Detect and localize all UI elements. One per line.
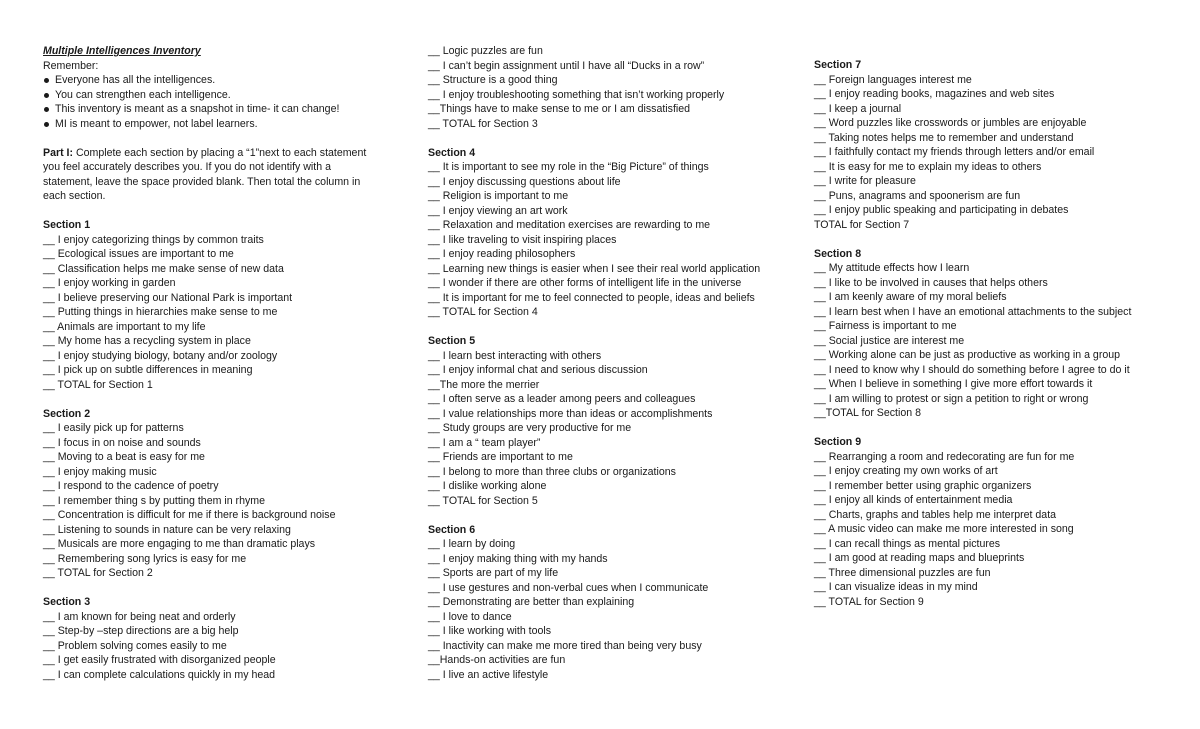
statement-item[interactable]: __ Musicals are more engaging to me than dramatic plays (43, 538, 316, 550)
section-3 (43, 595, 393, 682)
statement-item[interactable]: __ Logic puzzles are fun (428, 45, 543, 57)
statement-item[interactable]: __ I enjoy public speaking and participating in debates (814, 204, 1069, 216)
statement-item[interactable]: __ Friends are important to me (428, 451, 573, 463)
statement-item[interactable]: __ I enjoy troubleshooting something that isn’t working properly (428, 88, 725, 101)
section-total[interactable]: __ TOTAL for Section 3 (428, 117, 538, 130)
statement-item[interactable]: __ Study groups are very productive for me (428, 422, 632, 434)
statement-item[interactable]: __ Concentration is difficult for me if there is background noise (43, 509, 336, 521)
statement-item[interactable]: __ I enjoy reading philosophers (428, 248, 576, 260)
statement-item[interactable]: __The more the merrier (428, 378, 540, 391)
section-total[interactable]: __ TOTAL for Section 4 (428, 306, 538, 318)
statement-item[interactable]: __ Ecological issues are important to me (43, 248, 234, 260)
statement-item[interactable]: __ I enjoy creating my own works of art (814, 465, 998, 477)
statement-item[interactable]: __ I am good at reading maps and blueprints (814, 552, 1025, 564)
section-total[interactable]: TOTAL for Section 7 (814, 218, 910, 231)
section-title: Section 2 (43, 407, 91, 420)
statement-item[interactable]: __ I can recall things as mental pictures (814, 537, 1001, 550)
statement-item[interactable]: __ I enjoy viewing an art work (428, 204, 568, 217)
section-title: Section 6 (428, 523, 476, 536)
statement-item[interactable]: __ I enjoy all kinds of entertainment media (814, 494, 1013, 506)
section-1 (43, 218, 393, 392)
statement-item[interactable]: __ I like working with tools (428, 625, 552, 637)
statement-item[interactable]: __ Putting things in hierarchies make sense to me (43, 306, 278, 318)
statement-item[interactable]: __ I focus in on noise and sounds (43, 436, 201, 449)
statement-item[interactable]: __ Demonstrating are better than explaining (428, 596, 635, 608)
section-3-continued (428, 44, 798, 131)
statement-item[interactable]: __ I can complete calculations quickly in my head (43, 668, 276, 681)
statement-item[interactable]: __ I keep a journal (814, 102, 902, 115)
statement-item[interactable]: __ I write for pleasure (814, 175, 916, 187)
statement-item[interactable]: __ Fairness is important to me (814, 320, 957, 332)
section-4 (428, 146, 798, 320)
statement-item[interactable]: __ I easily pick up for patterns (43, 422, 184, 434)
section-title: Section 9 (814, 436, 862, 448)
statement-item[interactable]: __ I remember thing s by putting them in rhyme (43, 494, 265, 507)
bullet-item: MI is meant to empower, not label learners. (43, 117, 393, 132)
section-7 (814, 58, 1194, 232)
statement-item[interactable]: __ I enjoy informal chat and serious discussion (428, 364, 648, 376)
section-title: Section 8 (814, 247, 862, 260)
statement-item[interactable]: __ I enjoy discussing questions about life (428, 175, 621, 188)
statement-item[interactable]: __ I dislike working alone (428, 480, 547, 492)
section-5 (428, 334, 798, 508)
statement-item[interactable]: __ I live an active lifestyle (428, 668, 549, 681)
statement-item[interactable]: __ I pick up on subtle differences in meaning (43, 364, 253, 376)
statement-item[interactable]: __ I learn best interacting with others (428, 349, 602, 362)
statement-item[interactable]: __ Three dimensional puzzles are fun (814, 566, 991, 579)
statement-item[interactable]: __ Word puzzles like crosswords or jumbles are enjoyable (814, 117, 1087, 129)
statement-item[interactable]: __ I get easily frustrated with disorganized people (43, 654, 276, 666)
statement-item[interactable]: __ I wonder if there are other forms of intelligent life in the universe (428, 277, 742, 289)
statement-item[interactable]: __ Relaxation and meditation exercises are rewarding to me (428, 219, 711, 231)
statement-item[interactable]: __ I use gestures and non-verbal cues when I communicate (428, 581, 709, 594)
column-1 (43, 44, 393, 682)
remember-label: Remember: (43, 59, 99, 72)
section-title: Section 5 (428, 335, 476, 347)
statement-item[interactable]: __ I like to be involved in causes that helps others (814, 276, 1048, 289)
part1-text: Complete each section by placing a “1”next to each statement you feel accurately describes you. If you do not identify with a statement, leave the space provided blank. Then total the column in each section. (43, 146, 367, 202)
statement-item[interactable]: __ I faithfully contact my friends through letters and/or email (814, 146, 1095, 158)
statement-item[interactable]: __ I learn best when I have an emotional attachments to the subject (814, 305, 1132, 318)
section-total[interactable]: __ TOTAL for Section 2 (43, 567, 153, 579)
statement-item[interactable]: __ I respond to the cadence of poetry (43, 480, 219, 492)
section-2 (43, 407, 393, 581)
statement-item[interactable]: __ I am a “ team player” (428, 436, 541, 449)
statement-item[interactable]: __Hands-on activities are fun (428, 654, 566, 666)
statement-item[interactable]: __ I enjoy studying biology, botany and/or zoology (43, 349, 278, 362)
section-total[interactable]: __ TOTAL for Section 1 (43, 378, 153, 391)
statement-item[interactable]: __ Foreign languages interest me (814, 73, 972, 86)
section-total[interactable]: __ TOTAL for Section 9 (814, 595, 924, 608)
statement-item[interactable]: __ I like traveling to visit inspiring places (428, 233, 617, 246)
section-8 (814, 247, 1194, 421)
statement-item[interactable]: __ I enjoy making thing with my hands (428, 552, 608, 565)
section-total[interactable]: __TOTAL for Section 8 (814, 407, 921, 419)
statement-item[interactable]: __ I learn by doing (428, 538, 516, 550)
statement-item[interactable]: __ I can’t begin assignment until I have all “Ducks in a row” (428, 59, 705, 72)
bullet-item: You can strengthen each intelligence. (43, 88, 393, 103)
section-title: Section 3 (43, 596, 91, 608)
statement-item[interactable]: __ I remember better using graphic organizers (814, 479, 1032, 492)
remember-list (43, 73, 393, 131)
bullet-item: Everyone has all the intelligences. (43, 73, 393, 88)
statement-item[interactable]: __ It is important for me to feel connected to people, ideas and beliefs (428, 291, 755, 304)
statement-item[interactable]: __ Social justice are interest me (814, 334, 965, 347)
statement-item[interactable]: __ Learning new things is easier when I see their real world application (428, 262, 761, 275)
statement-item[interactable]: __ A music video can make me more interested in song (814, 523, 1074, 535)
section-title: Section 1 (43, 219, 91, 231)
statement-item[interactable]: __ Step-by –step directions are a big help (43, 625, 239, 637)
statement-item[interactable]: __ I belong to more than three clubs or organizations (428, 465, 676, 478)
statement-item[interactable]: __Things have to make sense to me or I am dissatisfied (428, 103, 691, 115)
statement-item[interactable]: __ I value relationships more than ideas or accomplishments (428, 407, 713, 420)
statement-item[interactable]: __ I love to dance (428, 610, 512, 623)
statement-item[interactable]: __ I enjoy working in garden (43, 277, 176, 289)
statement-item[interactable]: __ I need to know why I should do something before I agree to do it (814, 363, 1130, 376)
bullet-item: This inventory is meant as a snapshot in time- it can change! (43, 102, 393, 117)
statement-item[interactable]: __ Charts, graphs and tables help me interpret data (814, 508, 1057, 521)
statement-item[interactable]: __ Classification helps me make sense of new data (43, 262, 284, 275)
statement-item[interactable]: __ Animals are important to my life (43, 320, 206, 333)
statement-item[interactable]: __ Religion is important to me (428, 190, 569, 202)
statement-item[interactable]: __ It is important to see my role in the “Big Picture” of things (428, 161, 709, 173)
statement-item[interactable]: __ I am known for being neat and orderly (43, 610, 236, 623)
statement-item[interactable]: __ Inactivity can make me more tired than being very busy (428, 639, 702, 652)
statement-item[interactable]: __ It is easy for me to explain my ideas to others (814, 160, 1042, 173)
statement-item[interactable]: __ Moving to a beat is easy for me (43, 451, 205, 463)
part1-label: Part I: (43, 146, 74, 159)
statement-item[interactable]: __ I enjoy reading books, magazines and web sites (814, 88, 1055, 100)
section-total[interactable]: __ TOTAL for Section 5 (428, 494, 538, 507)
statement-item[interactable]: __ Problem solving comes easily to me (43, 639, 227, 652)
section-9 (814, 435, 1194, 609)
statement-item[interactable]: __ Structure is a good thing (428, 74, 558, 86)
statement-item[interactable]: __ My attitude effects how I learn (814, 262, 970, 274)
statement-item[interactable]: __ Listening to sounds in nature can be very relaxing (43, 523, 291, 536)
section-6 (428, 523, 798, 683)
statement-item[interactable]: __ Taking notes helps me to remember and understand (814, 131, 1074, 144)
statement-item[interactable]: __ I can visualize ideas in my mind (814, 581, 978, 593)
statement-item[interactable]: __ Rearranging a room and redecorating are fun for me (814, 450, 1075, 463)
statement-item[interactable]: __ I am keenly aware of my moral beliefs (814, 291, 1007, 303)
statement-item[interactable]: __ I enjoy making music (43, 465, 157, 478)
column-2 (428, 44, 798, 682)
section-title: Section 4 (428, 146, 476, 159)
statement-item[interactable]: __ I believe preserving our National Park is important (43, 291, 293, 304)
statement-item[interactable]: __ Sports are part of my life (428, 567, 559, 579)
statement-item[interactable]: __ Remembering song lyrics is easy for me (43, 552, 247, 565)
statement-item[interactable]: __ My home has a recycling system in place (43, 335, 251, 347)
part1-instructions (43, 146, 383, 204)
statement-item[interactable]: __ Working alone can be just as productive as working in a group (814, 349, 1121, 361)
statement-item[interactable]: __ I enjoy categorizing things by common traits (43, 233, 264, 246)
statement-item[interactable]: __ When I believe in something I give more effort towards it (814, 378, 1093, 390)
column-3 (814, 58, 1194, 609)
statement-item[interactable]: __ I am willing to protest or sign a petition to right or wrong (814, 392, 1089, 405)
section-title: Section 7 (814, 59, 862, 71)
statement-item[interactable]: __ I often serve as a leader among peers and colleagues (428, 393, 696, 405)
document-title: Multiple Intelligences Inventory (43, 45, 201, 57)
statement-item[interactable]: __ Puns, anagrams and spoonerism are fun (814, 189, 1021, 202)
